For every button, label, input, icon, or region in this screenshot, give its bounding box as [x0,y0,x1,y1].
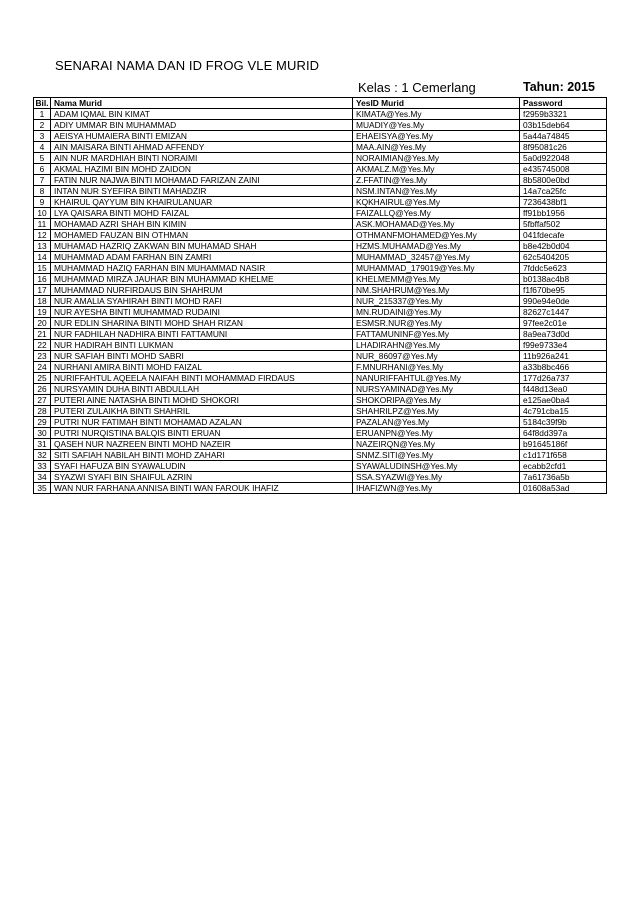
table-row [34,307,607,318]
table-row [34,142,607,153]
table-row [34,219,607,230]
cell-student-name: MOHAMAD AZRI SHAH BIN KIMIN [51,219,353,230]
cell-password: 01608a53ad [520,483,607,494]
cell-password: a33b8bc466 [520,362,607,373]
cell-student-name: AEISYA HUMAIERA BINTI EMIZAN [51,131,353,142]
column-header-name: Nama Murid [51,98,353,109]
table-row [34,175,607,186]
cell-number: 7 [34,175,51,186]
cell-password: 5fbffaf502 [520,219,607,230]
cell-yesid: NAZEIRQN@Yes.My [353,439,520,450]
table-row [34,120,607,131]
cell-number: 15 [34,263,51,274]
cell-student-name: SITI SAFIAH NABILAH BINTI MOHD ZAHARI [51,450,353,461]
table-row [34,318,607,329]
cell-password: ff91bb1956 [520,208,607,219]
cell-password: f2959b3321 [520,109,607,120]
table-row [34,164,607,175]
cell-student-name: NUR SAFIAH BINTI MOHD SABRI [51,351,353,362]
cell-yesid: FAIZALLQ@Yes.My [353,208,520,219]
cell-password: e125ae0ba4 [520,395,607,406]
cell-number: 20 [34,318,51,329]
cell-number: 1 [34,109,51,120]
cell-yesid: NM.SHAHRUM@Yes.My [353,285,520,296]
cell-student-name: KHAIRUL QAYYUM BIN KHAIRULANUAR [51,197,353,208]
cell-number: 5 [34,153,51,164]
cell-number: 14 [34,252,51,263]
cell-password: 97fee2c01e [520,318,607,329]
cell-number: 34 [34,472,51,483]
table-row [34,340,607,351]
cell-yesid: SHAHRILPZ@Yes.My [353,406,520,417]
cell-password: b0138ac4b8 [520,274,607,285]
cell-number: 2 [34,120,51,131]
cell-password: 62c5404205 [520,252,607,263]
cell-password: 82627c1447 [520,307,607,318]
cell-password: e435745008 [520,164,607,175]
cell-yesid: MUADIY@Yes.My [353,120,520,131]
cell-number: 3 [34,131,51,142]
table-row [34,208,607,219]
cell-student-name: AKMAL HAZIMI BIN MOHD ZAIDON [51,164,353,175]
cell-yesid: F.MNURHANI@Yes.My [353,362,520,373]
cell-number: 30 [34,428,51,439]
table-row [34,373,607,384]
cell-number: 16 [34,274,51,285]
cell-student-name: NUR AYESHA BINTI MUHAMMAD RUDAINI [51,307,353,318]
cell-number: 29 [34,417,51,428]
cell-password: 03b15deb64 [520,120,607,131]
cell-student-name: NUR EDLIN SHARINA BINTI MOHD SHAH RIZAN [51,318,353,329]
cell-yesid: NUR_86097@Yes.My [353,351,520,362]
cell-password: f99e9733e4 [520,340,607,351]
cell-number: 33 [34,461,51,472]
cell-student-name: QASEH NUR NAZREEN BINTI MOHD NAZEIR [51,439,353,450]
cell-number: 8 [34,186,51,197]
cell-number: 6 [34,164,51,175]
cell-yesid: NANURIFFAHTUL@Yes.My [353,373,520,384]
cell-password: f1f670be95 [520,285,607,296]
cell-yesid: EHAEISYA@Yes.My [353,131,520,142]
cell-student-name: PUTRI NUR FATIMAH BINTI MOHAMAD AZALAN [51,417,353,428]
cell-password: 041fdecafe [520,230,607,241]
cell-password: f448d13ea0 [520,384,607,395]
cell-yesid: AKMALZ.M@Yes.My [353,164,520,175]
cell-yesid: ESMSR.NUR@Yes.My [353,318,520,329]
cell-password: 64f8dd397a [520,428,607,439]
cell-password: ecabb2cfd1 [520,461,607,472]
cell-student-name: NUR AMALIA SYAHIRAH BINTI MOHD RAFI [51,296,353,307]
cell-number: 23 [34,351,51,362]
cell-number: 26 [34,384,51,395]
cell-yesid: NORAIMIAN@Yes.My [353,153,520,164]
cell-student-name: INTAN NUR SYEFIRA BINTI MAHADZIR [51,186,353,197]
cell-yesid: Z.FFATIN@Yes.My [353,175,520,186]
cell-yesid: IHAFIZWN@Yes.My [353,483,520,494]
table-row [34,428,607,439]
table-row [34,296,607,307]
cell-yesid: MUHAMMAD_179019@Yes.My [353,263,520,274]
cell-yesid: KQKHAIRUL@Yes.My [353,197,520,208]
cell-student-name: MUHAMMAD MIRZA JAUHAR BIN MUHAMMAD KHELME [51,274,353,285]
cell-password: 7fddc5e623 [520,263,607,274]
cell-student-name: MOHAMED FAUZAN BIN OTHMAN [51,230,353,241]
table-row [34,263,607,274]
cell-password: b8e42b0d04 [520,241,607,252]
table-row [34,461,607,472]
table-row [34,285,607,296]
cell-password: 5a0d922048 [520,153,607,164]
cell-yesid: ERUANPN@Yes.My [353,428,520,439]
cell-student-name: NURHANI AMIRA BINTI MOHD FAIZAL [51,362,353,373]
cell-student-name: NURSYAMIN DUHA BINTI ABDULLAH [51,384,353,395]
page-title: SENARAI NAMA DAN ID FROG VLE MURID [55,58,320,73]
cell-student-name: WAN NUR FARHANA ANNISA BINTI WAN FAROUK IHAFIZ [51,483,353,494]
year-label: Tahun: 2015 [523,80,596,94]
cell-number: 22 [34,340,51,351]
cell-yesid: NUR_215337@Yes.My [353,296,520,307]
cell-student-name: LYA QAISARA BINTI MOHD FAIZAL [51,208,353,219]
table-row [34,483,607,494]
column-header-yesid: YesID Murid [353,98,520,109]
cell-number: 27 [34,395,51,406]
cell-student-name: NUR HADIRAH BINTI LUKMAN [51,340,353,351]
cell-yesid: NSM.INTAN@Yes.My [353,186,520,197]
table-row [34,153,607,164]
cell-number: 17 [34,285,51,296]
cell-number: 21 [34,329,51,340]
table-row [34,351,607,362]
cell-number: 28 [34,406,51,417]
column-header-password: Password [520,98,607,109]
cell-yesid: KIMATA@Yes.My [353,109,520,120]
cell-yesid: OTHMANFMOHAMED@Yes.My [353,230,520,241]
table-row [34,450,607,461]
cell-yesid: SYAWALUDINSH@Yes.My [353,461,520,472]
cell-number: 9 [34,197,51,208]
table-header-row [34,98,607,109]
cell-yesid: MAA.AIN@Yes.My [353,142,520,153]
cell-yesid: FATTAMUNINF@Yes.My [353,329,520,340]
cell-password: 5184c39f9b [520,417,607,428]
cell-password: 177d26a737 [520,373,607,384]
cell-number: 35 [34,483,51,494]
cell-yesid: NURSYAMINAD@Yes.My [353,384,520,395]
cell-yesid: PAZALAN@Yes.My [353,417,520,428]
cell-yesid: HZMS.MUHAMAD@Yes.My [353,241,520,252]
cell-password: 4c791cba15 [520,406,607,417]
table-body [34,109,607,494]
cell-student-name: SYAFI HAFUZA BIN SYAWALUDIN [51,461,353,472]
cell-student-name: ADIY UMMAR BIN MUHAMMAD [51,120,353,131]
cell-student-name: MUHAMMAD ADAM FARHAN BIN ZAMRI [51,252,353,263]
cell-yesid: SSA.SYAZWI@Yes.My [353,472,520,483]
cell-student-name: MUHAMMAD NURFIRDAUS BIN SHAHRUM [51,285,353,296]
cell-student-name: MUHAMAD HAZRIQ ZAKWAN BIN MUHAMAD SHAH [51,241,353,252]
cell-number: 11 [34,219,51,230]
cell-student-name: FATIN NUR NAJWA BINTI MOHAMAD FARIZAN ZAINI [51,175,353,186]
cell-yesid: LHADIRAHN@Yes.My [353,340,520,351]
cell-password: 14a7ca25fc [520,186,607,197]
cell-password: b91645186f [520,439,607,450]
cell-yesid: MUHAMMAD_32457@Yes.My [353,252,520,263]
cell-student-name: ADAM IQMAL BIN KIMAT [51,109,353,120]
cell-number: 18 [34,296,51,307]
cell-yesid: ASK.MOHAMAD@Yes.My [353,219,520,230]
cell-student-name: PUTERI ZULAIKHA BINTI SHAHRIL [51,406,353,417]
table-row [34,439,607,450]
table-row [34,406,607,417]
table-row [34,252,607,263]
table-row [34,241,607,252]
cell-number: 32 [34,450,51,461]
cell-password: c1d171f658 [520,450,607,461]
cell-student-name: PUTRI NURQISTINA BALQIS BINTI ERUAN [51,428,353,439]
cell-student-name: MUHAMMAD HAZIQ FARHAN BIN MUHAMMAD NASIR [51,263,353,274]
cell-student-name: NUR FADHILAH NADHIRA BINTI FATTAMUNI [51,329,353,340]
cell-password: 7236438bf1 [520,197,607,208]
column-header-number: Bil. [35,98,49,108]
table-row [34,274,607,285]
cell-student-name: SYAZWI SYAFI BIN SHAIFUL AZRIN [51,472,353,483]
cell-number: 31 [34,439,51,450]
table-row [34,197,607,208]
cell-yesid: MN.RUDAINI@Yes.My [353,307,520,318]
cell-password: 8f95081c26 [520,142,607,153]
table-row [34,417,607,428]
cell-password: 990e94e0de [520,296,607,307]
cell-password: 11b926a241 [520,351,607,362]
table-row [34,362,607,373]
cell-number: 24 [34,362,51,373]
cell-yesid: KHELMEMM@Yes.My [353,274,520,285]
table-row [34,395,607,406]
cell-number: 4 [34,142,51,153]
cell-yesid: SNMZ.SITI@Yes.My [353,450,520,461]
cell-student-name: AIN NUR MARDHIAH BINTI NORAIMI [51,153,353,164]
cell-number: 10 [34,208,51,219]
table-row [34,329,607,340]
cell-student-name: NURIFFAHTUL AQEELA NAIFAH BINTI MOHAMMAD FIRDAUS [51,373,353,384]
table-row [34,186,607,197]
class-label: Kelas : 1 Cemerlang [358,80,476,95]
cell-password: 7a61736a5b [520,472,607,483]
table-row [34,131,607,142]
cell-student-name: AIN MAISARA BINTI AHMAD AFFENDY [51,142,353,153]
cell-yesid: SHOKORIPA@Yes.My [353,395,520,406]
student-roster-table [33,97,607,494]
cell-number: 19 [34,307,51,318]
table-row [34,109,607,120]
cell-password: 8b5800e0bd [520,175,607,186]
table-row [34,230,607,241]
cell-password: 8a9ea73d0d [520,329,607,340]
cell-number: 12 [34,230,51,241]
cell-password: 5a44a74845 [520,131,607,142]
cell-student-name: PUTERI AINE NATASHA BINTI MOHD SHOKORI [51,395,353,406]
table-row [34,384,607,395]
cell-number: 13 [34,241,51,252]
table-row [34,472,607,483]
cell-number: 25 [34,373,51,384]
